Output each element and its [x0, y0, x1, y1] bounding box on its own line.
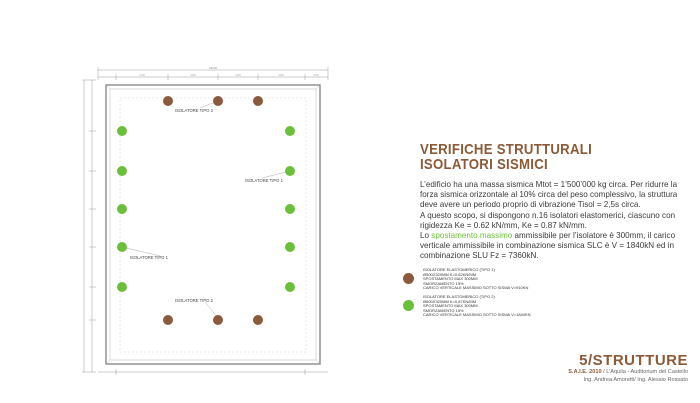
paragraph-3-post: ammissibile per l’isolatore è 300mm, il carico verticale ammissibile in combinazione sismica SLC è V = 1840kN ed in combinazione SLU Fz = 7360kN. — [420, 231, 676, 261]
top-dim-5: 3700 — [313, 74, 319, 77]
legend-green-line-3: SPOSTAMENTO MAX 300MM — [423, 303, 478, 309]
isolator-green-left-3 — [117, 204, 127, 214]
isolator-brown-top-2 — [213, 96, 223, 106]
credits-location: / L’Aquila - Auditorium del Castello — [601, 369, 688, 375]
legend-brown-dot — [403, 273, 414, 284]
legend-green-text — [423, 295, 553, 318]
title-line-2: ISOLATORI SISMICI — [420, 156, 548, 173]
isolator-green-left-2 — [117, 166, 127, 176]
legend-brown-line-5: CARICO VERTICALE MASSIMO SOTTO SISMA V=910KN — [423, 285, 529, 291]
top-dim-1: 3700 — [139, 74, 145, 77]
legend-green-line-5: CARICO VERTICALE MASSIMO SOTTO SISMA V=1840KN — [423, 312, 531, 318]
credits-event: S.A.I.E. 2010 — [568, 369, 602, 375]
isolator-green-right-2 — [285, 166, 295, 176]
plan-label-top: ISOLATORE TIPO 2 — [175, 108, 213, 113]
isolator-green-right-3 — [285, 204, 295, 214]
plan-total-dimension: 18900 — [208, 66, 218, 70]
plan-label-bottom: ISOLATORE TIPO 2 — [175, 298, 213, 303]
description — [420, 180, 685, 262]
paragraph-3-highlight: spostamento massimo — [431, 231, 513, 241]
paragraph-3-pre: Lo — [420, 231, 432, 241]
isolator-brown-top-1 — [163, 96, 173, 106]
legend-brown-text — [423, 268, 553, 291]
isolator-green-right-1 — [285, 126, 295, 136]
legend-green-line-1: ISOLATORE ELASTOMERICO (TIPO 2) — [423, 294, 495, 299]
credits-line-2: Ing. Andrea Amoretti/ Ing. Alessio Rossato — [583, 377, 688, 383]
legend-brown-line-3: SPOSTAMENTO MAX 300MM — [423, 276, 478, 282]
isolator-brown-bottom-2 — [213, 315, 223, 325]
legend-green-line-2: Ø600X320MM K=0,87KN/MM — [423, 298, 477, 304]
plan-label-right: ISOLATORE TIPO 1 — [245, 178, 283, 183]
title-line-1: VERIFICHE STRUTTURALI — [420, 141, 593, 158]
section-title: 5/STRUTTURE — [579, 352, 688, 369]
legend-green-dot — [403, 300, 414, 311]
isolator-brown-bottom-3 — [253, 315, 263, 325]
isolator-brown-bottom-1 — [163, 315, 173, 325]
top-dim-4: 3400 — [278, 74, 284, 77]
paragraph-3 — [420, 231, 685, 262]
isolator-green-left-5 — [117, 282, 127, 292]
paragraph-1: L’edificio ha una massa sismica Mtot = 1’500’000 kg circa. Per ridurre la forza sismica orizzontale al 10% circa del peso complessivo, la struttura deve avere un periodo proprio di vibrazione Tisol = 2,5s circa. — [420, 180, 678, 210]
credits-line-1 — [568, 369, 688, 376]
isolator-green-left-1 — [117, 126, 127, 136]
legend-brown-line-2: Ø500X320MM K=0,62KN/MM — [423, 271, 477, 277]
plan-label-left: ISOLATORE TIPO 1 — [130, 255, 168, 260]
isolator-green-right-5 — [285, 282, 295, 292]
isolator-green-left-4 — [117, 242, 127, 252]
legend-brown-line-4: SMORZAMENTO 15% — [423, 280, 464, 286]
top-dim-3: 3400 — [235, 74, 241, 77]
page-title — [420, 142, 658, 172]
legend-brown-line-1: ISOLATORE ELASTOMERICO (TIPO 1) — [423, 267, 495, 272]
isolator-green-right-4 — [285, 242, 295, 252]
legend-green-line-4: SMORZAMENTO 15% — [423, 307, 464, 313]
isolator-brown-top-3 — [253, 96, 263, 106]
top-dim-2: 3400 — [190, 74, 196, 77]
paragraph-2: A questo scopo, si dispongono n.16 isolatori elastomerici, ciascuno con rigidezza Ke = 0.62 kN/mm, Ke = 0.87 kN/mm. — [420, 210, 676, 230]
